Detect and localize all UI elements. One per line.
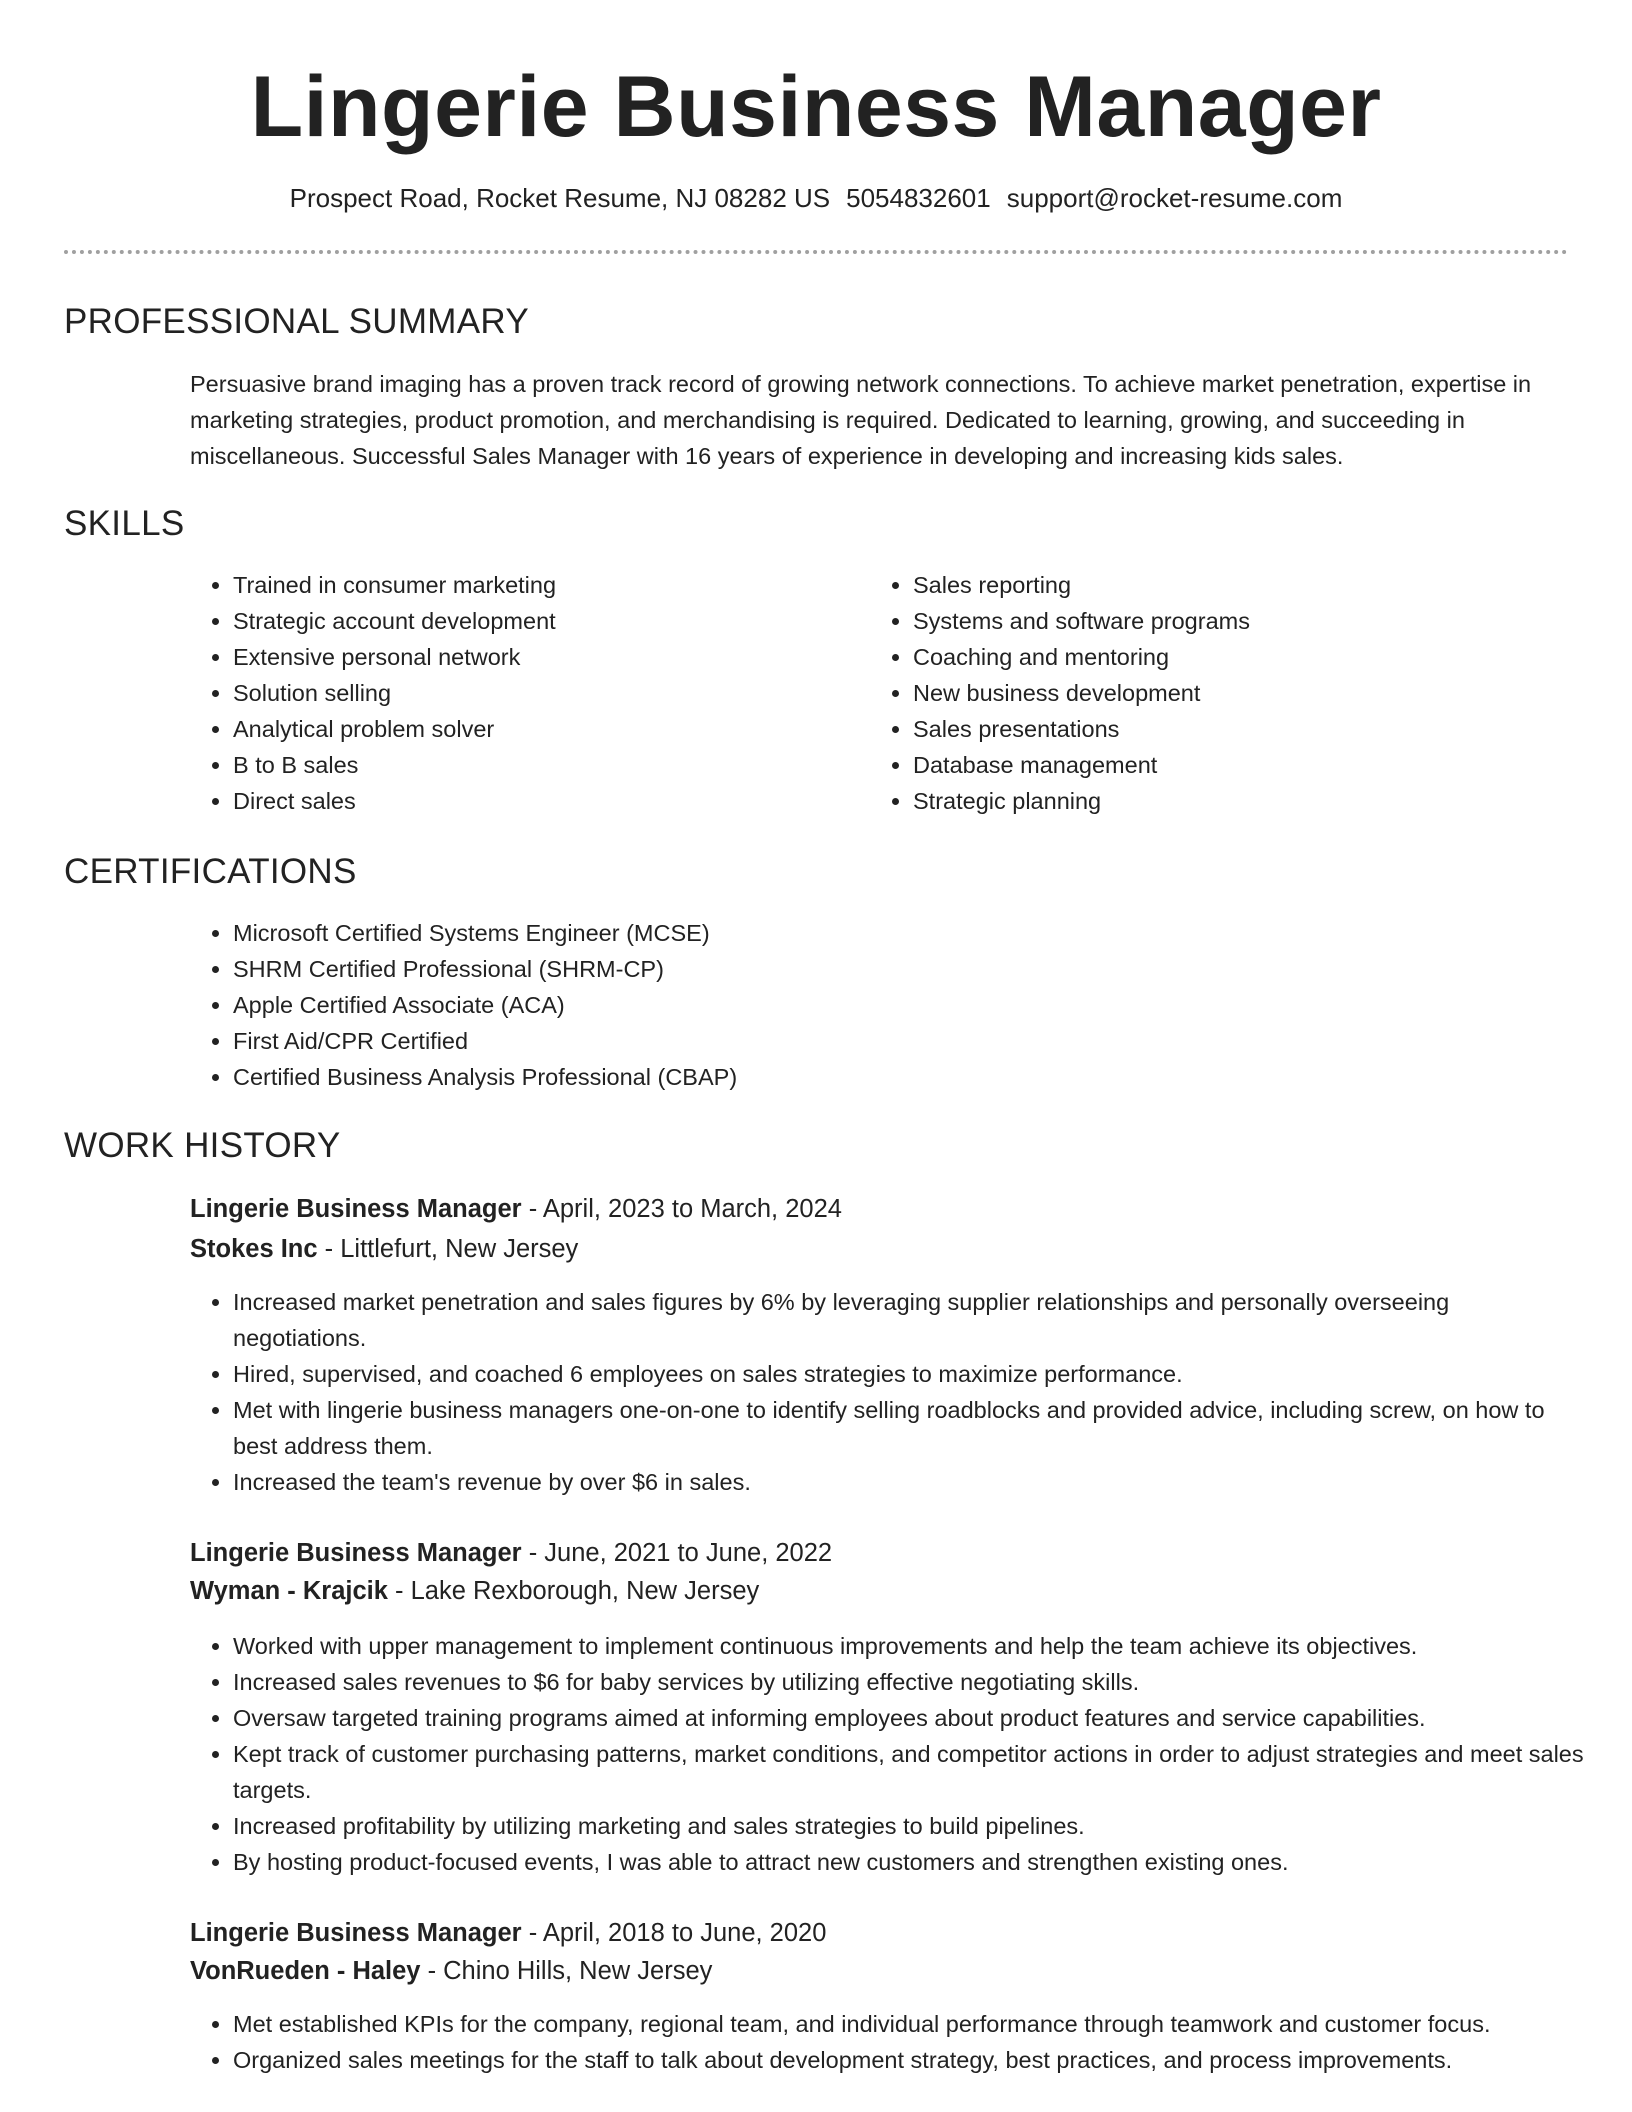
list-item: • Database management [913, 747, 1533, 783]
list-item: • By hosting product-focused events, I was able to attract new customers and strengthen existing ones. [233, 1844, 1599, 1880]
contact-phone: 5054832601 [846, 183, 991, 213]
contact-address: Prospect Road, Rocket Resume, NJ 08282 US [289, 183, 831, 213]
list-item: • Analytical problem solver [233, 711, 853, 747]
list-item: • Oversaw targeted training programs aimed at informing employees about product features and service capabilities. [233, 1700, 1599, 1736]
work-history-heading: WORK HISTORY [64, 1126, 341, 1165]
list-item: • Solution selling [233, 675, 853, 711]
list-item: • Coaching and mentoring [913, 639, 1533, 675]
job-company-line [190, 1572, 759, 1610]
list-item: • Strategic planning [913, 783, 1533, 819]
list-item: • Increased profitability by utilizing marketing and sales strategies to build pipelines. [233, 1808, 1599, 1844]
summary-heading: PROFESSIONAL SUMMARY [64, 302, 529, 341]
summary-text: Persuasive brand imaging has a proven track record of growing network connections. To achieve market penetration, expertise in marketing strategies, product promotion, and merchandising is required. Dedicated to learning, growing, and succeeding in miscellaneous. Successful Sales Manager with 16 years of experience in developing and increasing kids sales. [190, 371, 1532, 469]
list-item: • Increased market penetration and sales figures by 6% by leveraging supplier relationships and personally overseeing negotiations. [233, 1284, 1569, 1356]
list-item: • Organized sales meetings for the staff to talk about development strategy, best practices, and process improvements. [233, 2042, 1569, 2078]
job-company-line [190, 1230, 578, 1268]
job-dates: - April, 2023 to March, 2024 [521, 1195, 842, 1223]
list-item: • Increased the team's revenue by over $6 in sales. [233, 1464, 1569, 1500]
job-location: - Chino Hills, New Jersey [420, 1957, 713, 1985]
skills-list-right [870, 567, 1533, 819]
skills-list-left [190, 567, 853, 819]
job-bullets [190, 1628, 1599, 1880]
job-location: - Littlefurt, New Jersey [317, 1235, 579, 1263]
certifications-list [190, 915, 1433, 1095]
header-divider [64, 250, 1568, 254]
job-company: VonRueden - Haley [190, 1957, 421, 1985]
list-item: • Met established KPIs for the company, regional team, and individual performance through teamwork and customer focus. [233, 2006, 1569, 2042]
list-item: • Certified Business Analysis Professional (CBAP) [233, 1059, 1433, 1095]
job-title: Lingerie Business Manager [190, 1539, 522, 1567]
list-item: • New business development [913, 675, 1533, 711]
job-dates: - June, 2021 to June, 2022 [521, 1539, 833, 1567]
list-item: • Systems and software programs [913, 603, 1533, 639]
job-title: Lingerie Business Manager [190, 1919, 522, 1947]
list-item: • Direct sales [233, 783, 853, 819]
list-item: • Sales reporting [913, 567, 1533, 603]
certifications-heading: CERTIFICATIONS [64, 852, 357, 891]
list-item: • Increased sales revenues to $6 for baby services by utilizing effective negotiating skills. [233, 1664, 1599, 1700]
contact-email[interactable]: support@rocket-resume.com [1006, 183, 1343, 213]
job-location: - Lake Rexborough, New Jersey [387, 1577, 760, 1605]
list-item: • Hired, supervised, and coached 6 employees on sales strategies to maximize performance. [233, 1356, 1569, 1392]
contact-line [0, 180, 1632, 216]
candidate-name: Lingerie Business Manager [250, 59, 1382, 155]
job-title-line [190, 1914, 826, 1952]
list-item: • Trained in consumer marketing [233, 567, 853, 603]
job-bullets [190, 2006, 1569, 2078]
list-item: • SHRM Certified Professional (SHRM-CP) [233, 951, 1433, 987]
job-bullets [190, 1284, 1569, 1500]
job-company: Stokes Inc [190, 1235, 318, 1263]
list-item: • Extensive personal network [233, 639, 853, 675]
job-title-line [190, 1534, 832, 1572]
skills-heading: SKILLS [64, 504, 185, 543]
list-item: • Strategic account development [233, 603, 853, 639]
list-item: • Apple Certified Associate (ACA) [233, 987, 1433, 1023]
job-dates: - April, 2018 to June, 2020 [521, 1919, 827, 1947]
list-item: • Microsoft Certified Systems Engineer (MCSE) [233, 915, 1433, 951]
job-title: Lingerie Business Manager [190, 1195, 522, 1223]
list-item: • Worked with upper management to implement continuous improvements and help the team achieve its objectives. [233, 1628, 1599, 1664]
list-item: • B to B sales [233, 747, 853, 783]
list-item: • Met with lingerie business managers one-on-one to identify selling roadblocks and provided advice, including screw, on how to best address them. [233, 1392, 1569, 1464]
list-item: • First Aid/CPR Certified [233, 1023, 1433, 1059]
job-title-line [190, 1190, 842, 1228]
list-item: • Sales presentations [913, 711, 1533, 747]
job-company: Wyman - Krajcik [190, 1577, 388, 1605]
job-company-line [190, 1952, 712, 1990]
list-item: • Kept track of customer purchasing patterns, market conditions, and competitor actions in order to adjust strategies and meet sales targets. [233, 1736, 1599, 1808]
